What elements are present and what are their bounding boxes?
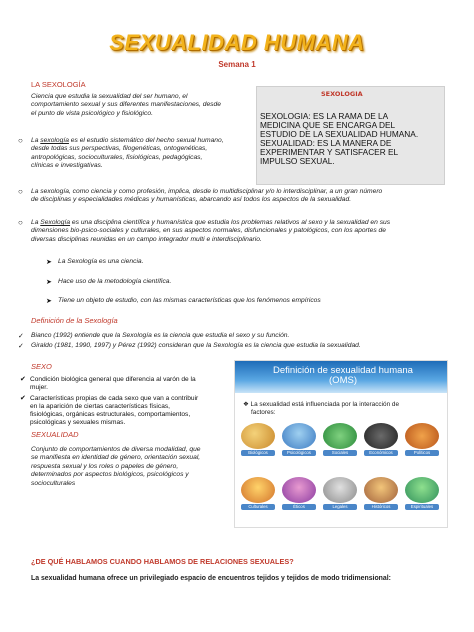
factor-psicologicos xyxy=(282,423,316,456)
factor-label: Espirituales xyxy=(405,504,439,510)
bullet-sexologia-disciplina xyxy=(31,219,466,244)
sexologia-intro xyxy=(31,93,256,118)
check-item: Giraldo (1981, 1990, 1997) y Pérez (1992) consideran que la Sexología es la ciencia que estudia la sexualidad. xyxy=(31,342,361,349)
factor-culturales xyxy=(241,477,275,510)
factor-label: Culturales xyxy=(241,504,275,510)
factor-espirituales xyxy=(405,477,439,510)
text-line: clínicas e investigativas. xyxy=(31,162,103,170)
list-item xyxy=(20,376,232,393)
brain-icon xyxy=(282,423,316,449)
law-icon xyxy=(323,477,357,503)
arrow-bullet-icon: ➤ xyxy=(46,259,52,266)
factor-label: Económicos xyxy=(364,450,398,456)
list-item xyxy=(20,395,232,428)
definition-box-text xyxy=(260,112,441,167)
definition-box xyxy=(256,86,445,185)
check-bullet-icon: ✔ xyxy=(20,394,26,402)
factor-economicos xyxy=(364,423,398,456)
factor-historicos xyxy=(364,477,398,510)
text-span: es una disciplina científica y humanística que estudia los problemas relativos al sexo y la sexualidad en sus xyxy=(70,219,391,226)
factor-label: Históricos xyxy=(364,504,398,510)
text-line: psicológicas y sexuales mismas. xyxy=(30,419,126,427)
text-line: comportamiento sexual y sus diferentes manifestaciones, desde xyxy=(31,101,221,109)
arrow-bullet-icon: ➤ xyxy=(46,279,52,286)
check-bullet-icon: ✔ xyxy=(20,376,26,383)
text-span: La sexualidad está influenciada por la interacción de xyxy=(250,401,400,408)
checkmark-icon: ✓ xyxy=(18,343,24,350)
section-heading-definicion: Definición de la Sexología xyxy=(31,316,118,325)
text-line: de disciplinas y especialidades médicas y humanísticas, abarcando así todos los aspectos de la sexualidad. xyxy=(31,196,352,204)
section-heading-sexologia: LA SEXOLOGÍA xyxy=(31,80,86,89)
text-line: Características propias de cada sexo que van a contribuir xyxy=(30,394,199,402)
text-line: diversas disciplinas reunidas en un campo integrador multi e interdisciplinario. xyxy=(31,235,262,243)
text-line: ESTUDIO DE LA SEXUALIDAD HUMANA. xyxy=(260,129,419,140)
history-icon xyxy=(364,477,398,503)
underlined-term: sexología xyxy=(40,137,69,144)
sexualidad-text xyxy=(31,446,231,488)
definition-box-tag: SEXOLOGIA xyxy=(321,90,363,98)
diamond-bullet-icon: ❖ xyxy=(243,401,249,408)
text-line: determinados por aspectos biológicos, psicológicos y xyxy=(31,471,189,479)
biology-icon xyxy=(241,423,275,449)
factor-label: Biológicos xyxy=(241,450,275,456)
factor-politicos xyxy=(405,423,439,456)
arrow-bullet-icon: ➤ xyxy=(46,298,52,305)
page-title: SEXUALIDAD HUMANA xyxy=(109,30,365,55)
text-line: MEDICINA QUE SE ENCARGA DEL xyxy=(260,120,396,131)
check-item: Bianco (1992) entiende que la Sexología es la ciencia que estudia el sexo y su función. xyxy=(31,332,290,339)
recycle-icon xyxy=(323,423,357,449)
factor-sociales xyxy=(323,423,357,456)
text-line: IMPULSO SEXUAL. xyxy=(260,156,335,167)
factor-label: Sociales xyxy=(323,450,357,456)
section-heading-relaciones: ¿DE QUÉ HABLAMOS CUANDO HABLAMOS DE RELACIONES SEXUALES? xyxy=(31,557,294,566)
slide-subtitle xyxy=(243,401,443,416)
text-line: La sexología, como ciencia y como profesión, implica, desde lo multidisciplinar y/o lo interdisciplinar, a un gran número xyxy=(31,188,383,195)
week-label: Semana 1 xyxy=(218,60,256,69)
people-icon xyxy=(405,423,439,449)
arrow-item: Hace uso de la metodología científica. xyxy=(58,278,172,285)
text-line: fisiológicas, orgánicas estructurales, comportamientos, xyxy=(30,411,191,419)
circle-bullet-icon: ○ xyxy=(18,136,23,145)
factor-label: Éticos xyxy=(282,504,316,510)
text-line: antropológicas, socioculturales, fisiológicas, pedagógicas, xyxy=(31,153,203,161)
text-span: La xyxy=(31,219,41,226)
closing-paragraph: La sexualidad humana ofrece un privilegiado espacio de encuentros tejidos y tejidos de modo tridimensional: xyxy=(31,575,391,582)
bullet-sexologia-estudio xyxy=(31,137,257,171)
factor-label: Legales xyxy=(323,504,357,510)
culture-icon xyxy=(241,477,275,503)
head-gears-icon xyxy=(364,423,398,449)
text-line: desde todas sus perspectivas, filogenéticas, ontogenéticas, xyxy=(31,145,208,153)
text-line: dimensiones bio-psico-sociales y culturales, en sus aspectos normales, disfuncionales y patológicos, con los aportes de xyxy=(31,227,386,235)
text-line: socioculturales xyxy=(31,479,76,487)
text-line: respuesta sexual y los roles o papeles de género, xyxy=(31,462,179,470)
circle-bullet-icon: ○ xyxy=(18,218,23,227)
arrow-item: La Sexología es una ciencia. xyxy=(58,258,144,265)
text-line: Condición biológica general que diferencia al varón de la xyxy=(30,376,196,383)
factor-label: Psicológicos xyxy=(282,450,316,456)
oms-slide-image xyxy=(234,360,448,528)
text-line: Conjunto de comportamientos de diversa modalidad, que xyxy=(31,446,201,453)
checkmark-icon: ✓ xyxy=(18,333,24,340)
sexo-list xyxy=(20,376,232,428)
text-line: Ciencia que estudia la sexualidad del ser humano, el xyxy=(31,93,188,100)
text-line: SEXUALIDAD: ES LA MANERA DE xyxy=(260,138,392,149)
factor-legales xyxy=(323,477,357,510)
section-heading-sexualidad: SEXUALIDAD xyxy=(31,430,79,439)
factor-label: Políticos xyxy=(405,450,439,456)
factor-eticos xyxy=(282,477,316,510)
slide-title-line: Definición de sexualidad humana xyxy=(273,365,413,376)
meditation-icon xyxy=(405,477,439,503)
text-line: el punto de vista psicológico y fisiológico. xyxy=(31,109,153,117)
text-line: en la aparición de ciertas características físicas, xyxy=(30,402,170,410)
section-heading-sexo: SEXO xyxy=(31,362,52,371)
factor-biologicos xyxy=(241,423,275,456)
arrow-item: Tiene un objeto de estudio, con las mismas características que los fenómenos empíricos xyxy=(58,297,321,304)
slide-title xyxy=(245,366,441,386)
underlined-term: Sexología xyxy=(40,219,71,226)
text-span: La xyxy=(31,137,41,144)
text-line: SEXOLOGIA: ES LA RAMA DE LA xyxy=(260,111,389,121)
text-line: EXPERIMENTAR Y SATISFACER EL xyxy=(260,147,399,158)
text-line: se manifiesta en identidad de género, orientación sexual, xyxy=(31,454,201,462)
text-span: es el estudio sistemático del hecho sexual humano, xyxy=(68,137,224,144)
circle-bullet-icon: ○ xyxy=(18,187,23,196)
text-line: mujer. xyxy=(30,384,48,392)
text-line: factores: xyxy=(251,408,276,416)
slide-title-line: (OMS) xyxy=(329,375,357,386)
ethics-icon xyxy=(282,477,316,503)
bullet-sexologia-profesion xyxy=(31,188,466,205)
